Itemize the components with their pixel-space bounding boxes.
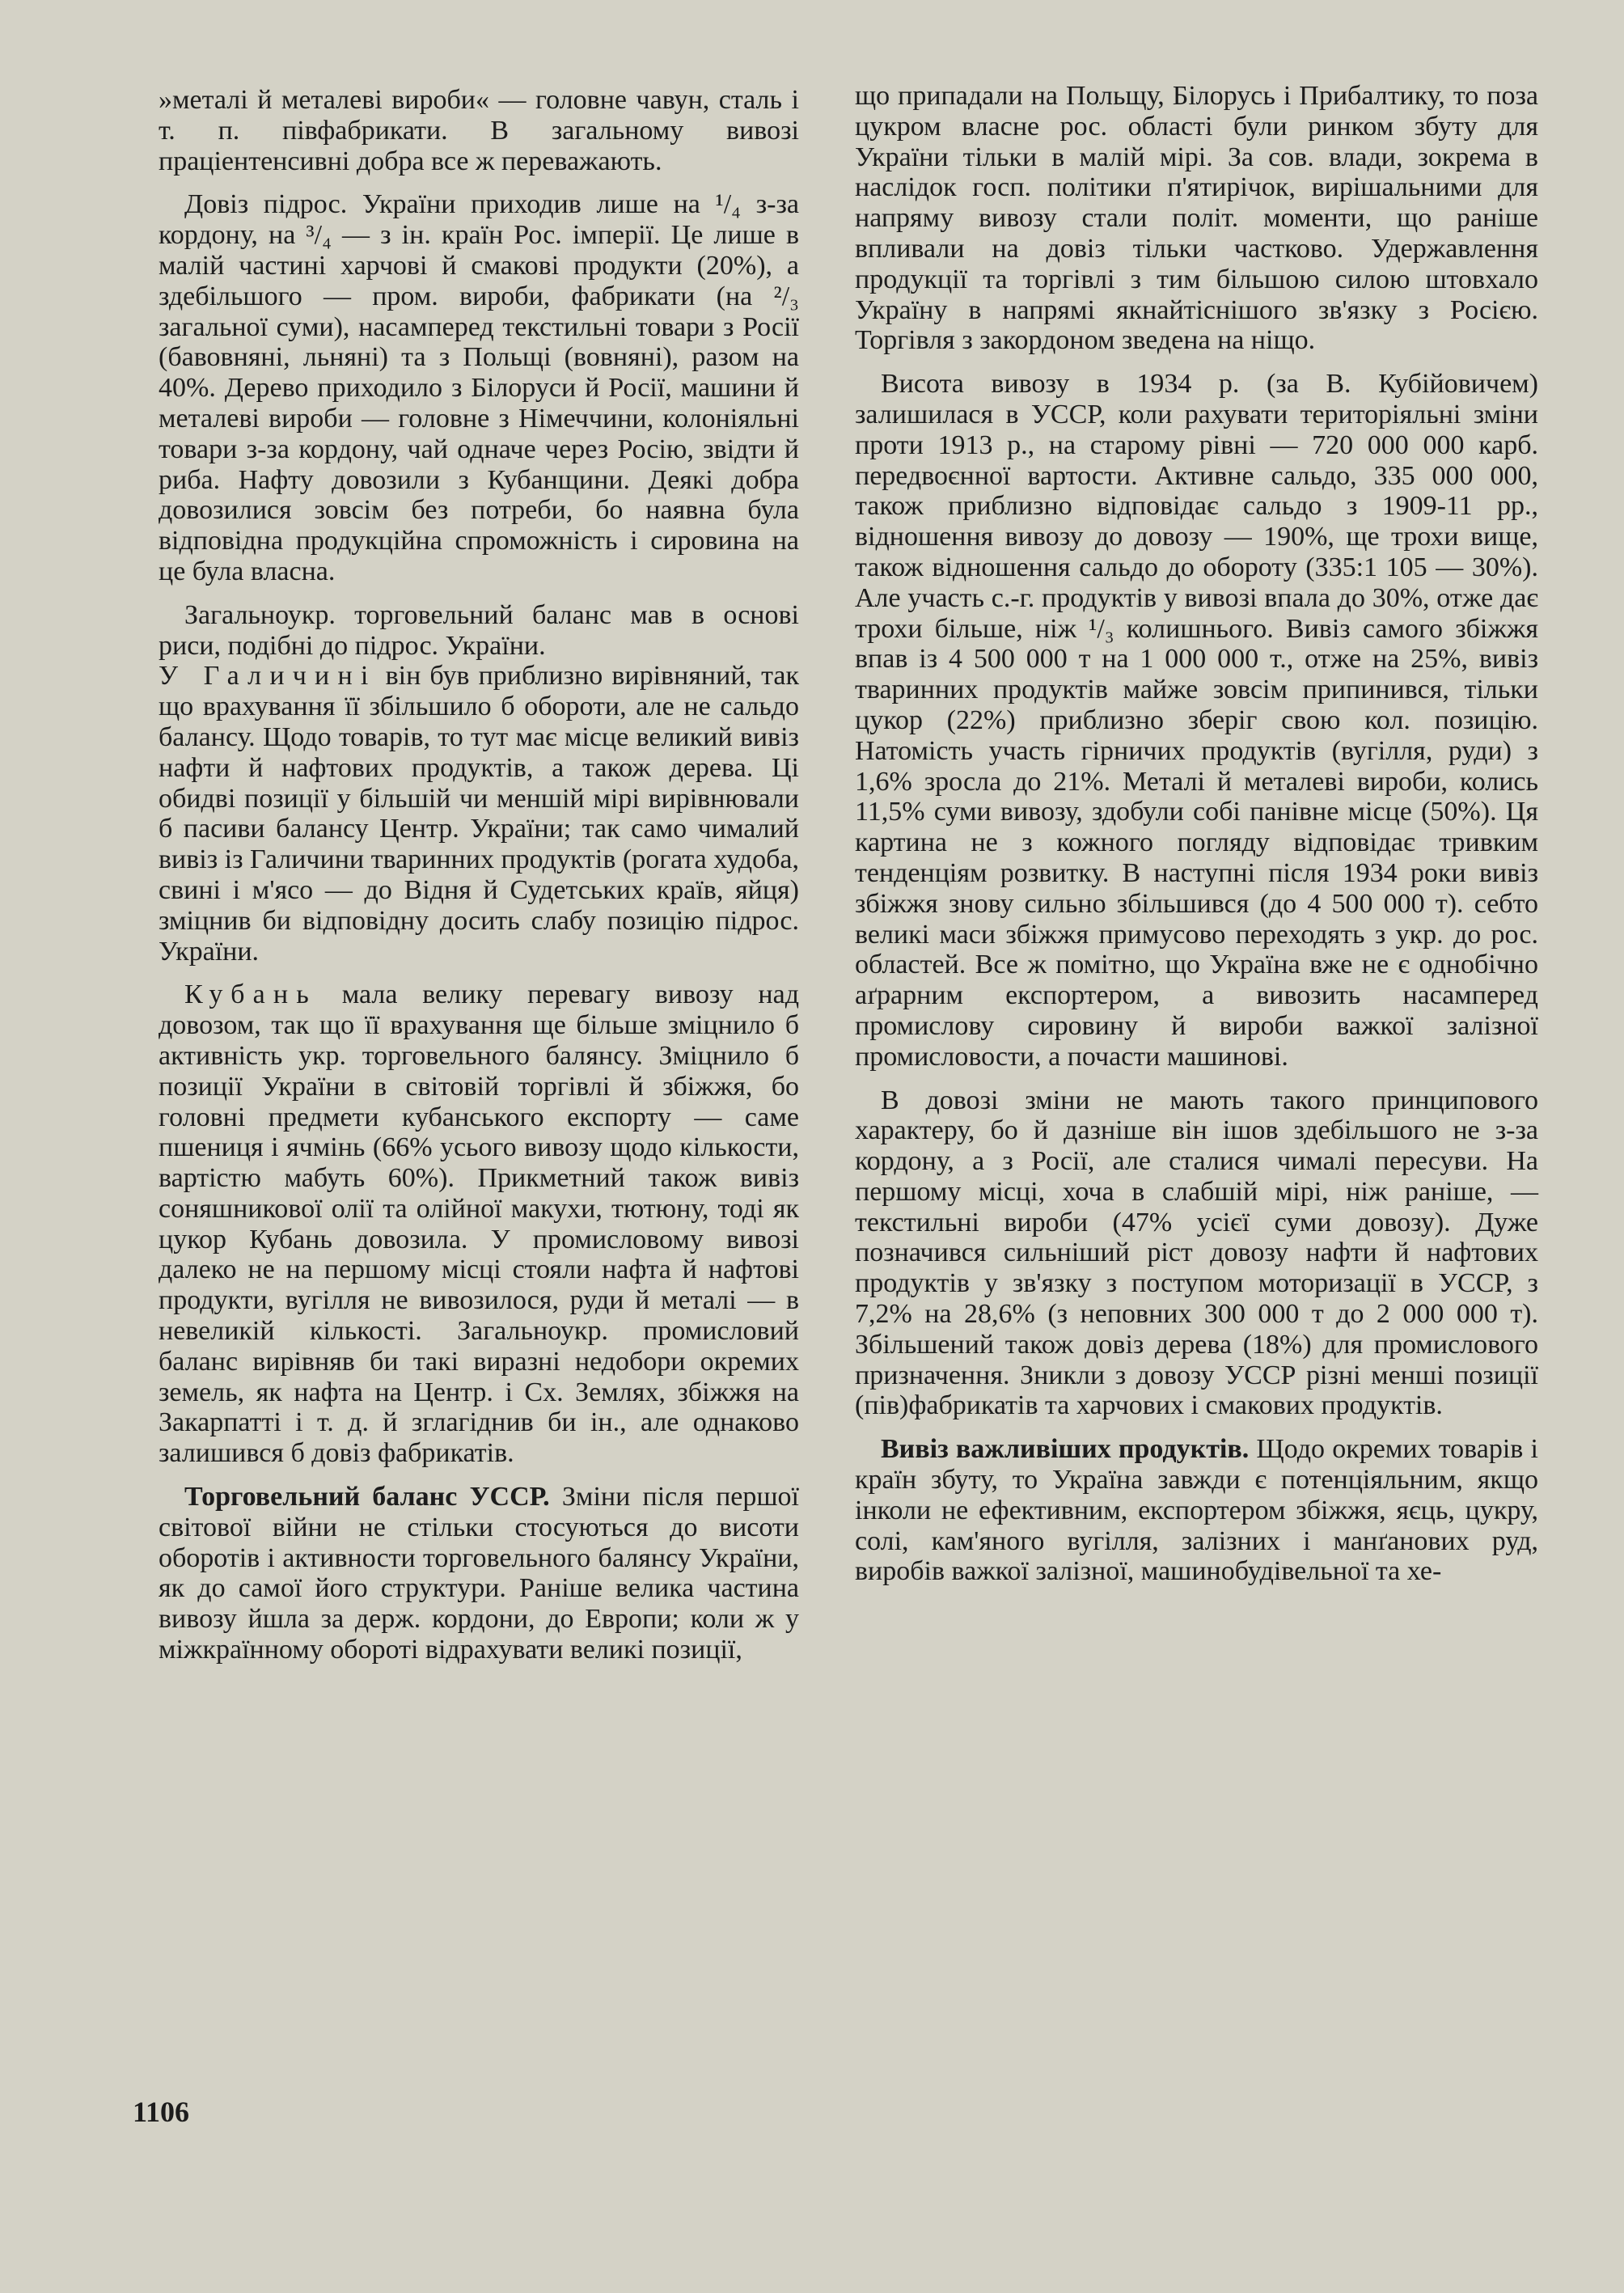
page-number: 1106 xyxy=(133,2096,190,2128)
paragraph-text: він був приблизно вирівняний, так що врахування її збільшило б обороти, але не сальдо балансу. Щодо товарів, то тут має місце великий вивіз нафти й нафтових продуктів, а також дерева. Ці обидві позиції у більшій чи меншій мірі вирівнювали б пасиви балансу Центр. України; так само чималий вивіз із Галичини тваринних продуктів (рогата худоба, свині і м'ясо — до Відня й Судетських країв, яйця) зміцнив би відповідну досить слабу позицію підрос. України. xyxy=(159,661,800,967)
paragraph xyxy=(159,979,799,1469)
paragraph xyxy=(159,661,799,967)
paragraph-text: Загальноукр. торговельний баланс мав в основі риси, подібні до підрос. України. xyxy=(159,599,799,661)
paragraph xyxy=(159,1482,799,1665)
paragraph: що припадали на Польщу, Білорусь і Прибалтику, то поза цукром власне рос. області були ринком збуту для України тільки в малій мірі. За сов. влади, зокрема в наслідок госп. політики п'ятирічок, вирішальними для напряму вивозу стали політ. моменти, що раніше впливали на довіз тільки частково. Удержавлення продукції та торгівлі з тим більшою силою штовхало Україну в напрямі якнайтіснішого зв'язку з Росією. Торгівля з закордоном зведена на ніщо. xyxy=(855,81,1538,356)
paragraph xyxy=(159,600,799,662)
left-column xyxy=(159,85,799,1678)
paragraph-text: Щодо окремих товарів і країн збуту, то Україна завжди є потенціяльним, якщо інколи не ефективним, експортером збіжжя, яєць, цукру, солі, кам'яного вугілля, залізних і манґанових руд, виробів важкої залізної, машинобудівельної та хе- xyxy=(855,1434,1538,1587)
paragraph: В довозі зміни не мають такого принципового характеру, бо й дазніше він ішов здебільшого не з-за кордону, а з Росії, але сталися чималі пересуви. На першому місці, хоча в слабшій мірі, ніж раніше, — текстильні вироби (47% усієї суми довозу). Дуже позначився сильніший ріст довозу нафти й нафтових продуктів у зв'язку з поступом моторизації в УССР, з 7,2% на 28,6% (з неповних 300 000 т до 2 000 000 т). Збільшений також довіз дерева (18%) для промислового призначення. Зникли з довозу УССР різні менші позиції (пів)фабрикатів та харчових і смакових продуктів. xyxy=(855,1085,1538,1421)
spaced-lead: У Галичині xyxy=(159,661,377,692)
paragraph: »металі й металеві вироби« — головне чавун, сталь і т. п. півфабрикати. В загальному вивозі праціентенсивні добра все ж переважають. xyxy=(159,85,799,176)
paragraph: Висота вивозу в 1934 р. (за В. Кубійовичем) залишилася в УССР, коли рахувати територіяльні зміни проти 1913 р., на старому рівні — 720 000 000 карб. передвоєнної вартости. Активне сальдо, 335 000 000, також приблизно відповідає сальдо з 1909-11 рр., відношення вивозу до довозу — 190%, ще трохи вище, також відношення сальдо до обороту (335:1 105 — 30%). Але участь с.-г. продуктів у вивозі впала до 30%, отже дає трохи більше, ніж ¹/₃ колишнього. Вивіз самого збіжжя впав із 4 500 000 т на 1 000 000 т., отже на 25%, вивіз тваринних продуктів майже зовсім припинився, тільки цукор (22%) приблизно зберіг свою кол. позицію. Натомість участь гірничих продуктів (вугілля, руди) з 1,6% зросла до 21%. Металі й металеві вироби, колись 11,5% суми вивозу, здобули собі панівне місце (50%). Ця картина не з кожного погляду відповідає тривким тенденціям розвитку. В наступні після 1934 роки вивіз збіжжя знову сильно збільшився (до 4 500 000 т). себто великі маси збіжжя примусово переходять з укр. до рос. областей. Все ж помітно, що Україна вже не є однобічно аґрарним експортером, а вивозить насамперед промислову сировину й вироби важкої залізної промисловости, а почасти машинові. xyxy=(855,369,1538,1072)
paragraph xyxy=(855,1434,1538,1587)
right-column xyxy=(855,81,1538,1600)
paragraph-text: Зміни після першої світової війни не стільки стосуються до висоти оборотів і активности торговельного балянсу України, як до самої його структури. Раніше велика частина вивозу йшла за держ. кордони, до Европи; коли ж у міжкраїнному обороті відрахувати великі позиції, xyxy=(159,1482,799,1665)
spaced-lead: Кубань xyxy=(184,979,317,1010)
section-heading: Торговельний баланс УССР. xyxy=(184,1482,550,1512)
paragraph: Довіз підрос. України приходив лише на ¹/₄ з-за кордону, на ³/₄ — з ін. країн Рос. імперії. Це лише в малій частині харчові й смакові продукти (20%), а здебільшого — пром. вироби, фабрикати (на ²/₃ загальної суми), насамперед текстильні товари з Росії (бавовняні, льняні) та з Польщі (вовняні), разом на 40%. Дерево приходило з Білоруси й Росії, машини й металеві вироби — головне з Німеччини, колоніяльні товари з-за кордону, чай одначе через Росію, звідти й риба. Нафту довозили з Кубанщини. Деякі добра довозилися зовсім без потреби, бо наявна була відповідна продукційна спроможність і сировина на це була власна. xyxy=(159,189,799,586)
section-heading: Вивіз важливіших продуктів. xyxy=(881,1434,1250,1465)
paragraph-text: мала велику перевагу вивозу над довозом, так що її врахування ще більше зміцнило б активність укр. торговельного балянсу. Зміцнило б позиції України в світовій торгівлі й збіжжя, бо головні предмети кубанського експорту — саме пшениця і ячмінь (66% усього вивозу щодо кількости, вартістю мабуть 60%). Прикметний також вивіз соняшникової олії та олійної макухи, тютюну, тоді як цукор Кубань довозила. У промисловому вивозі далеко не на першому місці стояли нафта й нафтові продукти, вугілля не вивозилося, руди й металі — в невеликій кількості. Загальноукр. промисловий баланс вирівняв би такі виразні недобори окремих земель, як нафта на Центр. і Сх. Землях, збіжжя на Закарпатті і т. д. й зглагіднив би ін., але однаково залишився б довіз фабрикатів. xyxy=(159,979,799,1469)
